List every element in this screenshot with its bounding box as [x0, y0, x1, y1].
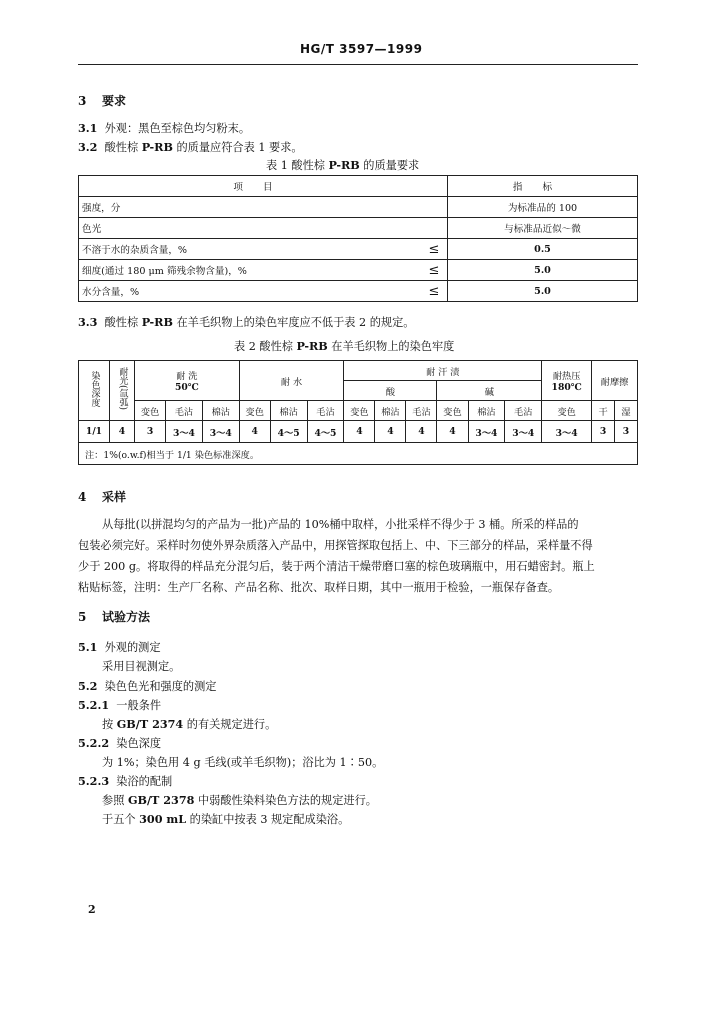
subheader-cell: 毛沾 — [406, 401, 437, 421]
subheader-cell: 棉沾 — [375, 401, 406, 421]
row-value: 5.0 — [448, 260, 638, 281]
fastness-table — [78, 360, 638, 465]
table-row — [79, 239, 638, 260]
header-sweat: 耐 汗 渍 — [344, 361, 542, 381]
table-cell: 3～4 — [468, 421, 505, 443]
table-cell: 3～4 — [202, 421, 239, 443]
standard-code-header: HG/T 3597—1999 — [300, 42, 423, 56]
sampling-paragraph-line: 包装必须完好。采样时勿使外界杂质落入产品中，用探管探取包括上、中、下三部分的样品，采样量不得 — [78, 539, 593, 552]
subheader-cell: 棉沾 — [468, 401, 505, 421]
table1-caption: 表 1 酸性棕 P-RB 的质量要求 — [266, 158, 420, 172]
table-row — [79, 421, 638, 443]
table-row — [79, 218, 638, 239]
clause-5-2-1-text: 按 GB/T 2374 的有关规定进行。 — [102, 717, 277, 731]
sampling-paragraph-line: 少于 200 g。将取得的样品充分混匀后，装于两个清洁干燥带磨口塞的棕色玻璃瓶中，用石蜡密封。瓶上 — [78, 560, 595, 573]
row-value: 与标准品近似～微 — [448, 218, 638, 239]
table-cell: 3～4 — [166, 421, 203, 443]
table-cell: 3～4 — [542, 421, 592, 443]
table-subheader-row — [79, 401, 638, 421]
row-symbol — [421, 218, 448, 239]
header-rule — [78, 64, 638, 65]
subheader-cell: 棉沾 — [202, 401, 239, 421]
table-cell: 4～5 — [307, 421, 344, 443]
table-cell: 4 — [110, 421, 135, 443]
table-cell: 3 — [592, 421, 615, 443]
row-item: 色光 — [79, 218, 422, 239]
table-row — [79, 260, 638, 281]
table2-caption: 表 2 酸性棕 P-RB 在羊毛织物上的染色牢度 — [234, 339, 455, 353]
sampling-paragraph-line: 从每批(以拼混均匀的产品为一批)产品的 10%桶中取样，小批采样不得少于 3 桶。所采的样品的 — [102, 518, 579, 531]
row-value: 为标准品的 100 — [448, 197, 638, 218]
table-header-row — [79, 361, 638, 381]
quality-requirements-table — [78, 175, 638, 302]
header-wash: 耐 洗 50℃ — [135, 361, 240, 401]
row-item: 水分含量，% — [79, 281, 422, 302]
table-cell: 1/1 — [79, 421, 110, 443]
table-cell: 4 — [239, 421, 270, 443]
subheader-cell: 变色 — [542, 401, 592, 421]
row-symbol — [421, 197, 448, 218]
page-number: 2 — [88, 903, 96, 916]
subheader-cell: 变色 — [344, 401, 375, 421]
clause-5-2-3-text2: 于五个 300 mL 的染缸中按表 3 规定配成染浴。 — [102, 812, 350, 826]
table-row — [79, 197, 638, 218]
header-rub: 耐摩擦 — [592, 361, 638, 401]
subheader-cell: 变色 — [135, 401, 166, 421]
clause-5-2-3-text: 参照 GB/T 2378 中弱酸性染料染色方法的规定进行。 — [102, 793, 377, 807]
row-symbol: ≤ — [421, 239, 448, 260]
header-heat: 耐热压 180℃ — [542, 361, 592, 401]
header-light: 耐光(氙弧) — [110, 361, 135, 421]
section-3-heading: 3 要求 — [78, 94, 127, 108]
table-cell: 4 — [406, 421, 437, 443]
header-depth: 染色深度 — [79, 361, 110, 421]
header-water: 耐 水 — [239, 361, 344, 401]
clause-3-3: 3.3 酸性棕 P-RB 在羊毛织物上的染色牢度应不低于表 2 的规定。 — [78, 315, 415, 329]
clause-5-2-2-text: 为 1%；染色用 4 g 毛线(或羊毛织物)；浴比为 1∶50。 — [102, 756, 384, 769]
clause-3-2: 3.2 酸性棕 P-RB 的质量应符合表 1 要求。 — [78, 140, 303, 154]
table-cell: 4 — [344, 421, 375, 443]
table-note: 注：1%(o.w.f)相当于 1/1 染色标准深度。 — [79, 443, 638, 465]
table-cell: 4 — [437, 421, 468, 443]
clause-5-2-2-title: 5.2.2 染色深度 — [78, 736, 162, 750]
table-cell: 4 — [375, 421, 406, 443]
clause-5-2-title: 5.2 染色色光和强度的测定 — [78, 679, 217, 693]
row-item: 不溶于水的杂质含量，% — [79, 239, 422, 260]
header-value: 指标 — [448, 176, 638, 197]
row-item: 细度(通过 180 μm 筛残余物含量)，% — [79, 260, 422, 281]
table-cell: 3 — [615, 421, 638, 443]
subheader-cell: 变色 — [239, 401, 270, 421]
header-alkali: 碱 — [437, 381, 542, 401]
subheader-cell: 棉沾 — [270, 401, 307, 421]
subheader-cell: 干 — [592, 401, 615, 421]
row-value: 5.0 — [448, 281, 638, 302]
table-row — [79, 281, 638, 302]
subheader-cell: 毛沾 — [166, 401, 203, 421]
row-value: 0.5 — [448, 239, 638, 260]
clause-5-2-1-title: 5.2.1 一般条件 — [78, 698, 162, 712]
sampling-paragraph-line: 粘贴标签，注明：生产厂名称、产品名称、批次、取样日期，其中一瓶用于检验，一瓶保存备查。 — [78, 581, 560, 594]
clause-3-1: 3.1 外观：黑色至棕色均匀粉末。 — [78, 121, 251, 135]
table-header-row — [79, 176, 638, 197]
subheader-cell: 毛沾 — [307, 401, 344, 421]
table-note-row — [79, 443, 638, 465]
clause-5-1-text: 采用目视测定。 — [102, 660, 181, 673]
table-cell: 3～4 — [505, 421, 542, 443]
row-symbol: ≤ — [421, 260, 448, 281]
section-4-heading: 4 采样 — [78, 490, 127, 504]
table-cell: 3 — [135, 421, 166, 443]
clause-5-2-3-title: 5.2.3 染浴的配制 — [78, 774, 173, 788]
table-cell: 4～5 — [270, 421, 307, 443]
subheader-cell: 湿 — [615, 401, 638, 421]
header-acid: 酸 — [344, 381, 437, 401]
row-item: 强度，分 — [79, 197, 422, 218]
subheader-cell: 毛沾 — [505, 401, 542, 421]
header-item: 项目 — [79, 176, 448, 197]
clause-5-1-title: 5.1 外观的测定 — [78, 640, 161, 654]
section-5-heading: 5 试验方法 — [78, 610, 151, 624]
row-symbol: ≤ — [421, 281, 448, 302]
subheader-cell: 变色 — [437, 401, 468, 421]
